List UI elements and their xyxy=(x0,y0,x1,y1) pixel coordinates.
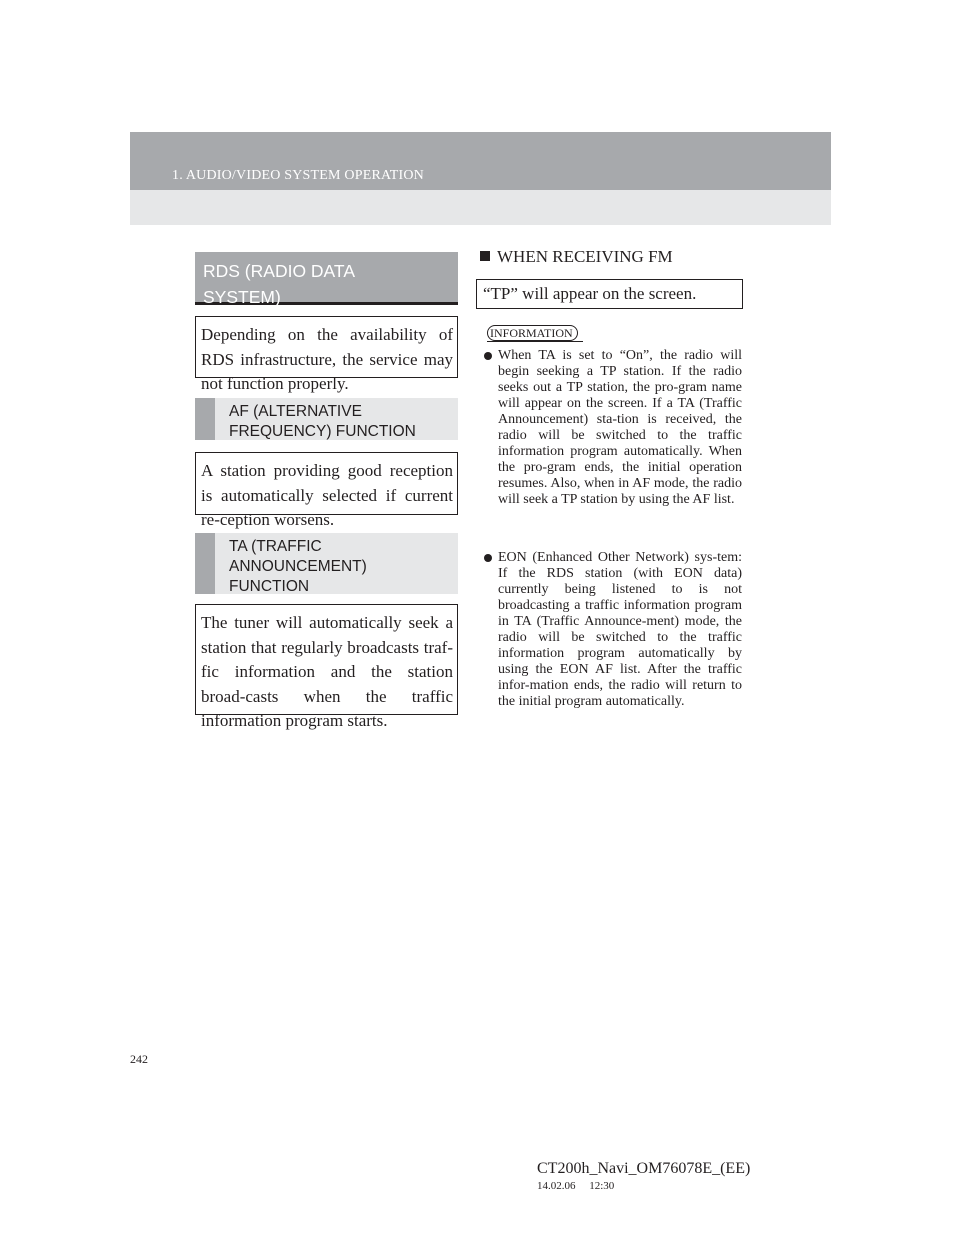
heading-bar xyxy=(195,398,215,440)
tp-text-box xyxy=(476,279,743,309)
rds-text-box xyxy=(195,316,458,393)
info-bullet-text: EON (Enhanced Other Network) sys-tem: If the RDS station (with EON data) currently being listened to is not broadcasting a traffic information program in TA (Traffic Announce-ment) mode, the radio will be switched to the traffic information program automatically by using the EON AF list. After the traffic infor-mation ends, the radio will return to the initial program automatically. xyxy=(498,550,742,709)
af-body: A station providing good reception is automatically selected if current re-ception worsens. xyxy=(201,461,453,529)
fm-heading: WHEN RECEIVING FM xyxy=(497,247,673,266)
page-header-subband xyxy=(130,190,831,225)
bullet-dot-icon xyxy=(484,554,492,562)
information-label: INFORMATION xyxy=(487,325,578,341)
rds-heading: RDS (RADIO DATA SYSTEM) xyxy=(203,261,355,307)
af-heading: AF (ALTERNATIVE FREQUENCY) FUNCTION xyxy=(229,403,416,440)
af-text-box xyxy=(195,452,458,529)
info-bullet-text: When TA is set to “On”, the radio will begin seeking a TP station. If the radio seeks out a TP station, the pro-gram name will appear on the screen. If a TA (Traffic Announcement) sta-tion is received, the radio will be switched to the traffic information program automatically. When the pro-gram ends, the initial operation resumes. Also, when in AF mode, the radio will seek a TP station by using the AF list. xyxy=(498,348,742,507)
section-title: 1. AUDIO/VIDEO SYSTEM OPERATION xyxy=(172,168,424,183)
ta-body: The tuner will automatically seek a station that regularly broadcasts traf-fic information and the station broad-casts when the traffic information program starts. xyxy=(201,613,453,730)
information-rule xyxy=(487,341,583,342)
rds-body: Depending on the availability of RDS infrastructure, the service may not function properly. xyxy=(201,325,453,393)
ta-text-box xyxy=(195,604,458,730)
rds-heading-box xyxy=(195,252,458,305)
square-bullet-icon xyxy=(480,251,490,261)
info-bullet xyxy=(484,550,742,710)
tp-text: “TP” will appear on the screen. xyxy=(483,284,697,303)
ta-heading-box xyxy=(195,533,458,594)
bullet-dot-icon xyxy=(484,352,492,360)
af-heading-box xyxy=(195,398,458,440)
page-number: 242 xyxy=(130,1052,148,1066)
ta-heading: TA (TRAFFIC ANNOUNCEMENT) FUNCTION xyxy=(229,538,367,595)
print-timestamp: 14.02.06 12:30 xyxy=(537,1180,615,1192)
heading-bar xyxy=(195,533,215,594)
info-bullet xyxy=(484,348,742,508)
document-code: CT200h_Navi_OM76078E_(EE) xyxy=(537,1160,751,1177)
